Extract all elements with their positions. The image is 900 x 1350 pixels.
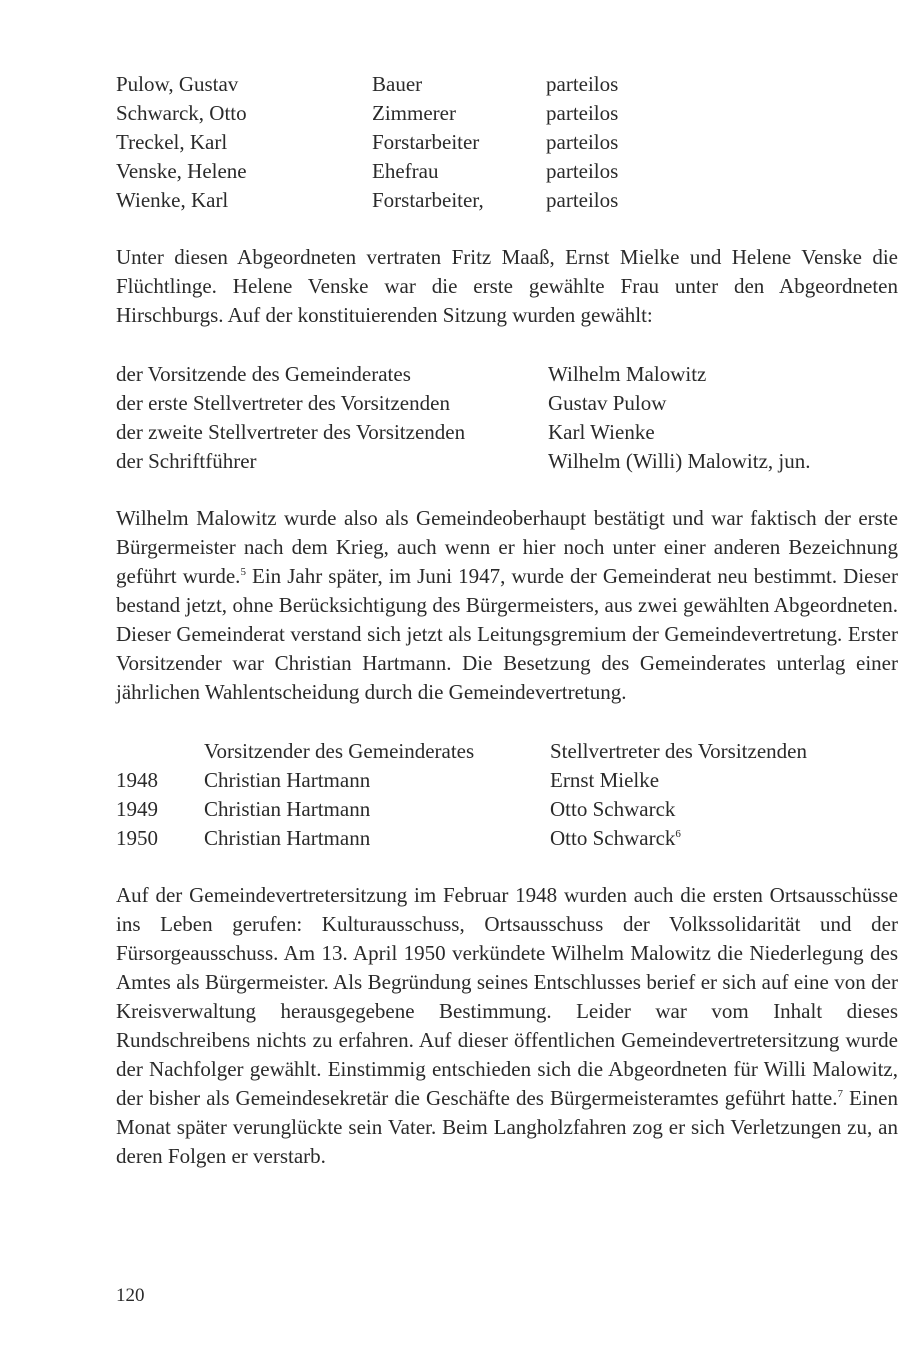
- table-row: [116, 70, 618, 99]
- deputy-header: Stellvertreter des Vorsitzenden: [550, 739, 807, 763]
- officer-role: der erste Stellvertreter des Vorsitzenden: [116, 391, 450, 415]
- officers-table: [116, 360, 811, 476]
- table-row: [116, 389, 811, 418]
- table-row: [116, 99, 618, 128]
- year-header: [116, 737, 204, 766]
- member-occupation: Zimmerer: [372, 101, 456, 125]
- member-occupation: Forstarbeiter: [372, 130, 480, 154]
- council-chair: Christian Hartmann: [204, 797, 371, 821]
- page-number: 120: [116, 1285, 145, 1306]
- paragraph-text: Ein Jahr später, im Juni 1947, wurde der Gemeinderat neu bestimmt. Dieser bestand jetzt, ohne Berücksichtigung des Bürgermeisters, aus zwei gewählten Abgeordneten. Dieser Gemeinderat verstand sich jetzt als Leitungsgremium der Gemeindevertretung. Erster Vorsitzender war Christian Hartmann. Die Besetzung des Gemeinderates unterlag einer jährlichen Wahlentscheidung durch die Gemeindevertretung.: [116, 564, 898, 704]
- table-header-row: [116, 737, 807, 766]
- member-occupation: Bauer: [372, 72, 423, 96]
- council-deputy: [550, 824, 807, 853]
- council-year: 1949: [116, 797, 158, 821]
- member-party: parteilos: [546, 159, 619, 183]
- member-party: parteilos: [546, 72, 619, 96]
- table-row: [116, 186, 618, 215]
- page-content: [116, 70, 898, 1171]
- member-name: Treckel, Karl: [116, 130, 228, 154]
- paragraph-text: Auf der Gemeindevertretersitzung im Februar 1948 wurden auch die ersten Ortsausschüsse ins Leben gerufen: Kulturausschuss, Ortsausschuss der Volkssolidarität und der Fürsorgeausschuss. Am 13. April 1950 verkündete Wilhelm Malowitz die Niederlegung des Amtes als Bürgermeister. Als Begründung seines Entschlusses berief er sich auf eine von der Kreisverwaltung herausgegebene Bestimmung. Leider war vom Inhalt dieses Rundschreibens nichts zu erfahren. Auf dieser öffentlichen Gemeindevertretersitzung wurde der Nachfolger gewählt. Einstimmig entschieden sich die Abgeordneten für Willi Malowitz, der bisher als Gemeindesekretär die Geschäfte des Bürgermeisteramtes geführt hatte.: [116, 883, 898, 1110]
- paragraph-mayor: [116, 504, 898, 707]
- table-row: [116, 795, 807, 824]
- deputy-name: Otto Schwarck: [550, 797, 676, 821]
- member-party: parteilos: [546, 188, 619, 212]
- officer-role: der Schriftführer: [116, 449, 257, 473]
- member-name: Wienke, Karl: [116, 188, 229, 212]
- officer-role: der Vorsitzende des Gemeinderates: [116, 362, 411, 386]
- council-year: 1948: [116, 768, 158, 792]
- officer-role: der zweite Stellvertreter des Vorsitzenden: [116, 420, 466, 444]
- member-party: parteilos: [546, 101, 619, 125]
- officer-person: Wilhelm Malowitz: [548, 362, 707, 386]
- council-chair: Christian Hartmann: [204, 826, 371, 850]
- council-table: [116, 737, 807, 853]
- table-row: [116, 418, 811, 447]
- member-occupation: Ehefrau: [372, 159, 439, 183]
- members-table: [116, 70, 618, 215]
- member-name: Schwarck, Otto: [116, 101, 247, 125]
- member-name: Pulow, Gustav: [116, 72, 239, 96]
- officer-person: Karl Wienke: [548, 420, 655, 444]
- footnote-marker: 6: [675, 828, 681, 840]
- council-deputy: [550, 766, 807, 795]
- member-name: Venske, Helene: [116, 159, 247, 183]
- table-row: [116, 447, 811, 476]
- officer-person: Wilhelm (Willi) Malowitz, jun.: [548, 449, 811, 473]
- paragraph-refugees: Unter diesen Abgeordneten vertraten Fritz Maaß, Ernst Mielke und Helene Venske die Flüchtlinge. Helene Venske war die erste gewählte Frau unter den Abgeordneten Hirschburgs. Auf der konstituierenden Sitzung wurden gewählt:: [116, 245, 898, 327]
- council-year: 1950: [116, 826, 158, 850]
- table-row: [116, 128, 618, 157]
- table-row: [116, 824, 807, 853]
- paragraph-text: Wilhelm Malowitz wurde also als Gemeindeoberhaupt bestätigt und war faktisch der erste Bürgermeister nach dem Krieg, auch wenn er hier noch unter einer anderen Bezeichnung geführt wurde.: [116, 506, 898, 588]
- deputy-name: Ernst Mielke: [550, 768, 660, 792]
- member-occupation: Forstarbeiter,: [372, 188, 484, 212]
- footnote-marker: 7: [837, 1088, 843, 1100]
- paragraph-text: Einen Monat später verunglückte sein Vater. Beim Langholzfahren zog er sich Verletzungen zu, an deren Folgen er verstarb.: [116, 1086, 898, 1168]
- chair-header: Vorsitzender des Gemeinderates: [204, 739, 475, 763]
- table-row: [116, 360, 811, 389]
- deputy-name: Otto Schwarck: [550, 826, 676, 850]
- member-party: parteilos: [546, 130, 619, 154]
- council-deputy: [550, 795, 807, 824]
- table-row: [116, 766, 807, 795]
- footnote-marker: 5: [240, 566, 246, 578]
- paragraph-committees: [116, 881, 898, 1171]
- table-row: [116, 157, 618, 186]
- council-chair: Christian Hartmann: [204, 768, 371, 792]
- officer-person: Gustav Pulow: [548, 391, 667, 415]
